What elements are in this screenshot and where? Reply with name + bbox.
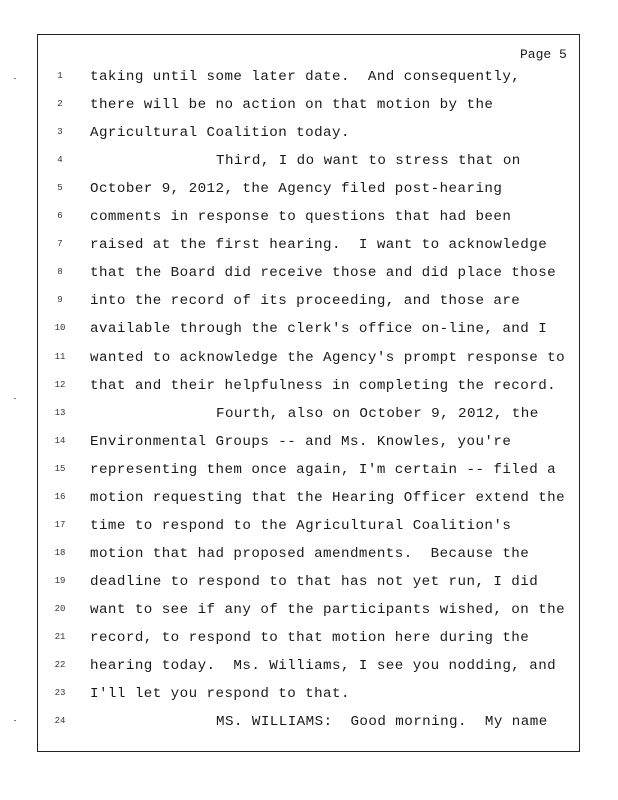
transcript-line xyxy=(0,684,618,712)
line-number: 12 xyxy=(54,379,66,390)
transcript-line xyxy=(0,432,618,460)
line-text: hearing today. Ms. Williams, I see you nodding, and xyxy=(90,658,557,675)
line-number: 3 xyxy=(57,127,63,138)
line-number: 17 xyxy=(54,519,66,530)
line-number: 22 xyxy=(54,660,66,671)
transcript-line xyxy=(0,95,618,123)
line-text: there will be no action on that motion by the xyxy=(90,97,494,114)
page-number: Page 5 xyxy=(520,47,567,62)
line-text: taking until some later date. And consequently, xyxy=(90,69,521,85)
line-text: time to respond to the Agricultural Coalition's xyxy=(90,517,512,534)
line-number: 10 xyxy=(54,323,66,334)
line-text: Agricultural Coalition today. xyxy=(90,125,350,142)
line-text: motion that had proposed amendments. Because the xyxy=(90,545,530,562)
scan-speck xyxy=(14,398,16,399)
transcript-line xyxy=(0,151,618,179)
line-number: 1 xyxy=(57,71,63,81)
line-text: Fourth, also on October 9, 2012, the xyxy=(216,405,539,422)
line-text: want to see if any of the participants wished, on the xyxy=(90,601,566,618)
transcript-line xyxy=(0,712,618,740)
line-text: October 9, 2012, the Agency filed post-hearing xyxy=(90,181,503,198)
line-text: representing them once again, I'm certain -- filed a xyxy=(90,461,557,478)
transcript-line xyxy=(0,207,618,235)
transcript-line xyxy=(0,600,618,628)
line-number: 20 xyxy=(54,603,66,614)
line-number: 7 xyxy=(57,239,63,250)
line-number: 8 xyxy=(57,267,63,278)
transcript-line xyxy=(0,235,618,263)
line-text: MS. WILLIAMS: Good morning. My name xyxy=(216,714,548,731)
transcript-line xyxy=(0,516,618,544)
line-text: Environmental Groups -- and Ms. Knowles, you're xyxy=(90,433,512,450)
line-number: 4 xyxy=(57,155,63,166)
transcript-line xyxy=(0,123,618,151)
transcript-line xyxy=(0,488,618,516)
line-number: 13 xyxy=(54,407,66,418)
line-text: record, to respond to that motion here during the xyxy=(90,630,530,646)
line-text: into the record of its proceeding, and those are xyxy=(90,293,521,310)
line-text: deadline to respond to that has not yet run, I did xyxy=(90,573,539,590)
line-number: 24 xyxy=(54,716,66,727)
line-number: 19 xyxy=(54,575,66,586)
transcript-line xyxy=(0,179,618,207)
line-number: 21 xyxy=(54,632,66,642)
line-text: wanted to acknowledge the Agency's prompt response to xyxy=(90,349,566,366)
transcript-line xyxy=(0,376,618,404)
line-text: that and their helpfulness in completing the record. xyxy=(90,377,557,394)
transcript-line xyxy=(0,544,618,572)
scan-speck xyxy=(14,720,16,721)
transcript-line xyxy=(0,67,618,95)
line-number: 15 xyxy=(54,463,66,474)
line-number: 23 xyxy=(54,688,66,699)
line-number: 18 xyxy=(54,547,66,558)
line-text: motion requesting that the Hearing Officer extend the xyxy=(90,489,566,506)
transcript-line xyxy=(0,572,618,600)
line-text: raised at the first hearing. I want to acknowledge xyxy=(90,237,548,254)
transcript-line xyxy=(0,460,618,488)
line-text: I'll let you respond to that. xyxy=(90,686,350,703)
transcript-line xyxy=(0,656,618,684)
line-text: available through the clerk's office on-line, and I xyxy=(90,321,548,338)
line-number: 5 xyxy=(57,183,63,194)
line-text: that the Board did receive those and did place those xyxy=(90,265,557,282)
line-number: 2 xyxy=(57,99,63,110)
line-number: 16 xyxy=(54,491,66,502)
transcript-line xyxy=(0,263,618,291)
transcript-line xyxy=(0,348,618,376)
transcript-line xyxy=(0,404,618,432)
line-number: 6 xyxy=(57,211,63,222)
line-number: 9 xyxy=(57,295,63,306)
transcript-line xyxy=(0,319,618,347)
line-text: Third, I do want to stress that on xyxy=(216,153,521,170)
scan-speck xyxy=(14,78,16,79)
line-number: 14 xyxy=(54,435,66,446)
line-number: 11 xyxy=(54,351,66,362)
line-text: comments in response to questions that had been xyxy=(90,209,512,226)
transcript-line xyxy=(0,291,618,319)
transcript-line xyxy=(0,628,618,656)
